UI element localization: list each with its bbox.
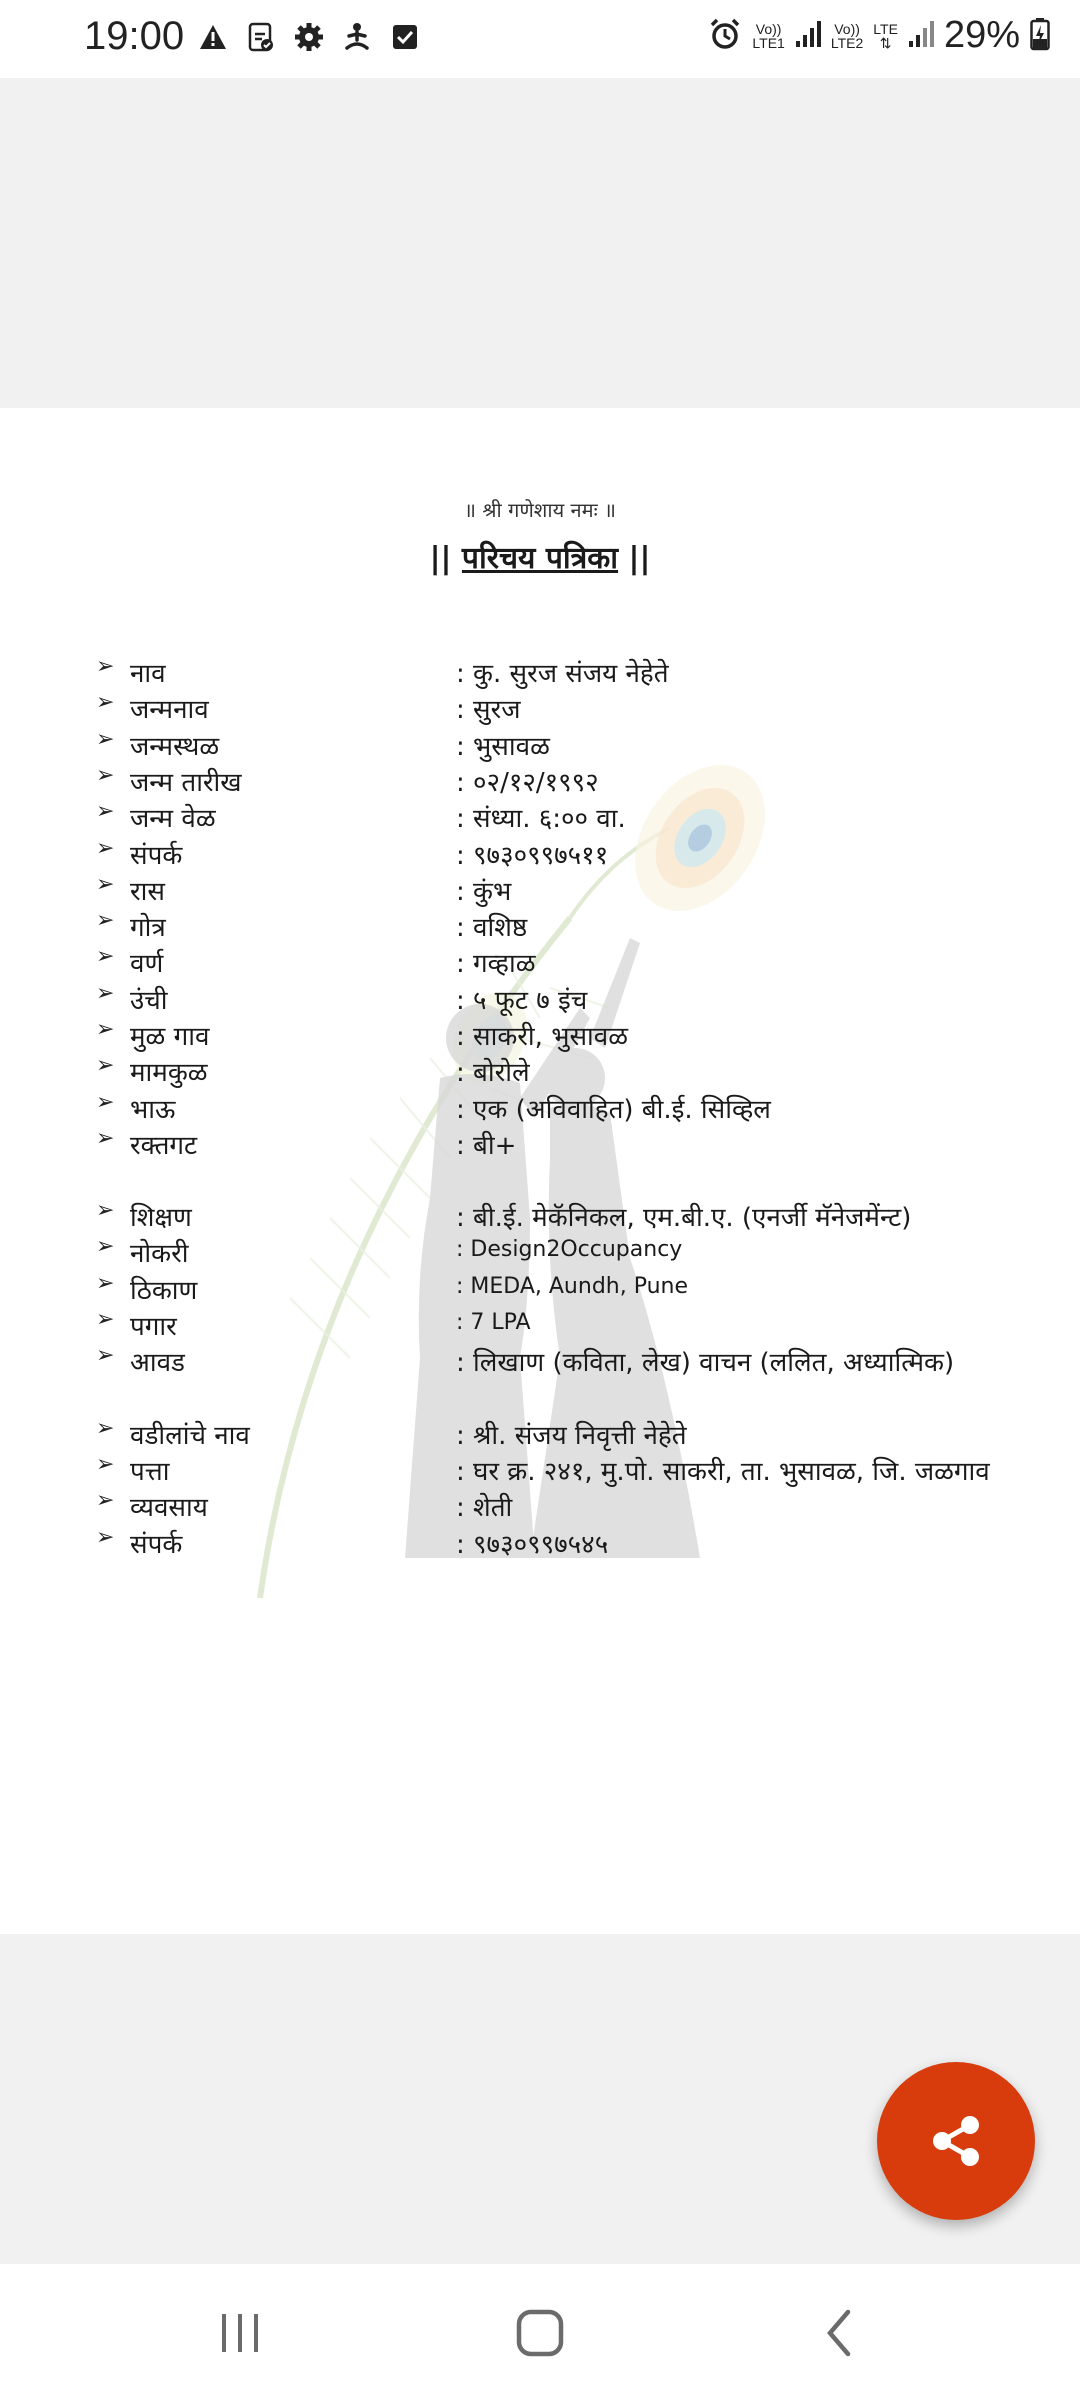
biodata-label: पत्ता bbox=[130, 1457, 170, 1487]
battery-charging-icon bbox=[1030, 17, 1050, 55]
biodata-label: संपर्क bbox=[130, 1530, 183, 1560]
share-button[interactable] bbox=[877, 2062, 1035, 2220]
home-button[interactable] bbox=[500, 2298, 580, 2368]
biodata-label: रास bbox=[130, 877, 165, 907]
back-icon bbox=[820, 2308, 860, 2358]
biodata-label: शिक्षण bbox=[130, 1203, 192, 1233]
arrow-bullet-icon: ➢ bbox=[96, 1271, 115, 1296]
biodata-value: : ०२/१२/१९९२ bbox=[456, 768, 599, 798]
share-icon bbox=[926, 2111, 986, 2171]
arrow-bullet-icon: ➢ bbox=[96, 872, 115, 897]
network-lte2-label: Vo)) LTE2 bbox=[830, 20, 864, 51]
biodata-value: : श्री. संजय निवृत्ती नेहेते bbox=[456, 1421, 687, 1451]
biodata-row bbox=[96, 1525, 996, 1561]
biodata-row bbox=[96, 1053, 996, 1089]
biodata-value: : एक (अविवाहित) बी.ई. सिव्हिल bbox=[456, 1095, 771, 1125]
arrow-bullet-icon: ➢ bbox=[96, 836, 115, 861]
biodata-value: : गव्हाळ bbox=[456, 949, 536, 979]
biodata-row bbox=[96, 1234, 996, 1270]
arrow-bullet-icon: ➢ bbox=[96, 1090, 115, 1115]
biodata-value: : संध्या. ६:०० वा. bbox=[456, 804, 626, 834]
biodata-row bbox=[96, 836, 996, 872]
biodata-label: रक्तगट bbox=[130, 1131, 198, 1161]
checkbox-icon bbox=[388, 20, 422, 54]
biodata-label: मामकुळ bbox=[130, 1058, 208, 1088]
recents-icon bbox=[217, 2310, 263, 2356]
biodata-label: नाव bbox=[130, 659, 166, 689]
arrow-bullet-icon: ➢ bbox=[96, 1053, 115, 1078]
arrow-bullet-icon: ➢ bbox=[96, 1307, 115, 1332]
arrow-bullet-icon: ➢ bbox=[96, 908, 115, 933]
status-bar bbox=[0, 0, 1080, 78]
arrow-bullet-icon: ➢ bbox=[96, 1488, 115, 1513]
recents-button[interactable] bbox=[200, 2298, 280, 2368]
biodata-row bbox=[96, 1017, 996, 1053]
biodata-label: पगार bbox=[130, 1312, 177, 1342]
biodata-value: : ५ फूट ७ इंच bbox=[456, 986, 588, 1016]
biodata-value: : शेती bbox=[456, 1493, 513, 1523]
biodata-value: : भुसावळ bbox=[456, 732, 550, 762]
arrow-bullet-icon: ➢ bbox=[96, 944, 115, 969]
arrow-bullet-icon: ➢ bbox=[96, 799, 115, 824]
viewer-background-top bbox=[0, 78, 1080, 408]
biodata-row bbox=[96, 1307, 996, 1343]
biodata-label: जन्म तारीख bbox=[130, 768, 242, 798]
biodata-label: जन्म वेळ bbox=[130, 804, 216, 834]
biodata-label: मुळ गाव bbox=[130, 1022, 210, 1052]
biodata-value: : कु. सुरज संजय नेहेते bbox=[456, 659, 669, 689]
status-right-icons bbox=[708, 14, 1050, 57]
arrow-bullet-icon: ➢ bbox=[96, 981, 115, 1006]
back-button[interactable] bbox=[800, 2298, 880, 2368]
biodata-row bbox=[96, 981, 996, 1017]
biodata-row bbox=[96, 727, 996, 763]
alarm-icon bbox=[708, 17, 742, 55]
alert-icon bbox=[196, 20, 230, 54]
biodata-value: : साकरी, भुसावळ bbox=[456, 1022, 629, 1052]
biodata-row bbox=[96, 872, 996, 908]
network-lte1-label: Vo)) LTE1 bbox=[752, 20, 785, 51]
arrow-bullet-icon: ➢ bbox=[96, 1416, 115, 1441]
status-left-icons bbox=[196, 20, 422, 54]
invocation-text: ॥ श्री गणेशाय नमः ॥ bbox=[464, 498, 616, 522]
biodata-value: : Design2Occupancy bbox=[456, 1237, 683, 1262]
arrow-bullet-icon: ➢ bbox=[96, 690, 115, 715]
network-lte3-label: LTE ⇅ bbox=[873, 20, 898, 51]
biodata-value: : बोरोले bbox=[456, 1058, 530, 1088]
biodata-label: उंची bbox=[130, 986, 168, 1016]
biodata-value: : बी+ bbox=[456, 1131, 517, 1161]
biodata-row bbox=[96, 1488, 996, 1524]
biodata-row bbox=[96, 1126, 996, 1162]
biodata-label: वडीलांचे नाव bbox=[130, 1421, 250, 1451]
biodata-value: : ९७३०९९७५४५ bbox=[456, 1530, 609, 1560]
biodata-value: : कुंभ bbox=[456, 877, 512, 907]
arrow-bullet-icon: ➢ bbox=[96, 1343, 115, 1368]
biodata-row bbox=[96, 1343, 996, 1379]
biodata-row bbox=[96, 654, 996, 690]
biodata-value: : बी.ई. मेकॅनिकल, एम.बी.ए. (एनर्जी मॅनेजमेंन्ट) bbox=[456, 1203, 912, 1233]
biodata-label: वर्ण bbox=[130, 949, 164, 979]
biodata-label: ठिकाण bbox=[130, 1276, 198, 1306]
biodata-row bbox=[96, 1198, 996, 1234]
sim-card-icon bbox=[244, 20, 278, 54]
biodata-row bbox=[96, 908, 996, 944]
arrow-bullet-icon: ➢ bbox=[96, 1525, 115, 1550]
document-title: || परिचय पत्रिका || bbox=[429, 541, 651, 576]
status-time: 19:00 bbox=[84, 14, 185, 58]
biodata-value: : ९७३०९९७५११ bbox=[456, 841, 609, 871]
navigation-bar bbox=[0, 2264, 1080, 2400]
biodata-row bbox=[96, 799, 996, 835]
biodata-label: नोकरी bbox=[130, 1239, 189, 1269]
arrow-bullet-icon: ➢ bbox=[96, 1452, 115, 1477]
arrow-bullet-icon: ➢ bbox=[96, 727, 115, 752]
biodata-label: आवड bbox=[130, 1348, 185, 1378]
arrow-bullet-icon: ➢ bbox=[96, 1234, 115, 1259]
biodata-value: : लिखाण (कविता, लेख) वाचन (ललित, अध्यात्मिक) bbox=[456, 1348, 955, 1378]
biodata-label: जन्मनाव bbox=[130, 695, 209, 725]
biodata-value: : MEDA, Aundh, Pune bbox=[456, 1274, 689, 1299]
biodata-label: संपर्क bbox=[130, 841, 183, 871]
biodata-label: भाऊ bbox=[130, 1095, 176, 1125]
biodata-row bbox=[96, 1416, 996, 1452]
biodata-value: : वशिष्ठ bbox=[456, 913, 528, 943]
arrow-bullet-icon: ➢ bbox=[96, 1017, 115, 1042]
biodata-row bbox=[96, 1090, 996, 1126]
signal-lte2-icon bbox=[908, 19, 934, 53]
signal-lte1-icon bbox=[795, 19, 821, 53]
biodata-row bbox=[96, 763, 996, 799]
biodata-label: जन्मस्थळ bbox=[130, 732, 220, 762]
document-page[interactable] bbox=[0, 408, 1080, 1934]
arrow-bullet-icon: ➢ bbox=[96, 654, 115, 679]
biodata-value: : घर क्र. २४१, मु.पो. साकरी, ता. भुसावळ, जि. जळगाव bbox=[456, 1457, 990, 1487]
biodata-row bbox=[96, 690, 996, 726]
yoga-icon bbox=[340, 20, 374, 54]
biodata-value: : 7 LPA bbox=[456, 1310, 531, 1335]
arrow-bullet-icon: ➢ bbox=[96, 1198, 115, 1223]
arrow-bullet-icon: ➢ bbox=[96, 763, 115, 788]
biodata-row bbox=[96, 944, 996, 980]
biodata-label: गोत्र bbox=[130, 913, 166, 943]
biodata-value: : सुरज bbox=[456, 695, 521, 725]
biodata-row bbox=[96, 1271, 996, 1307]
biodata-row bbox=[96, 1452, 996, 1488]
battery-percent: 29% bbox=[943, 14, 1020, 56]
settings-icon bbox=[292, 20, 326, 54]
arrow-bullet-icon: ➢ bbox=[96, 1126, 115, 1151]
home-icon bbox=[515, 2308, 565, 2358]
biodata-label: व्यवसाय bbox=[130, 1493, 208, 1523]
